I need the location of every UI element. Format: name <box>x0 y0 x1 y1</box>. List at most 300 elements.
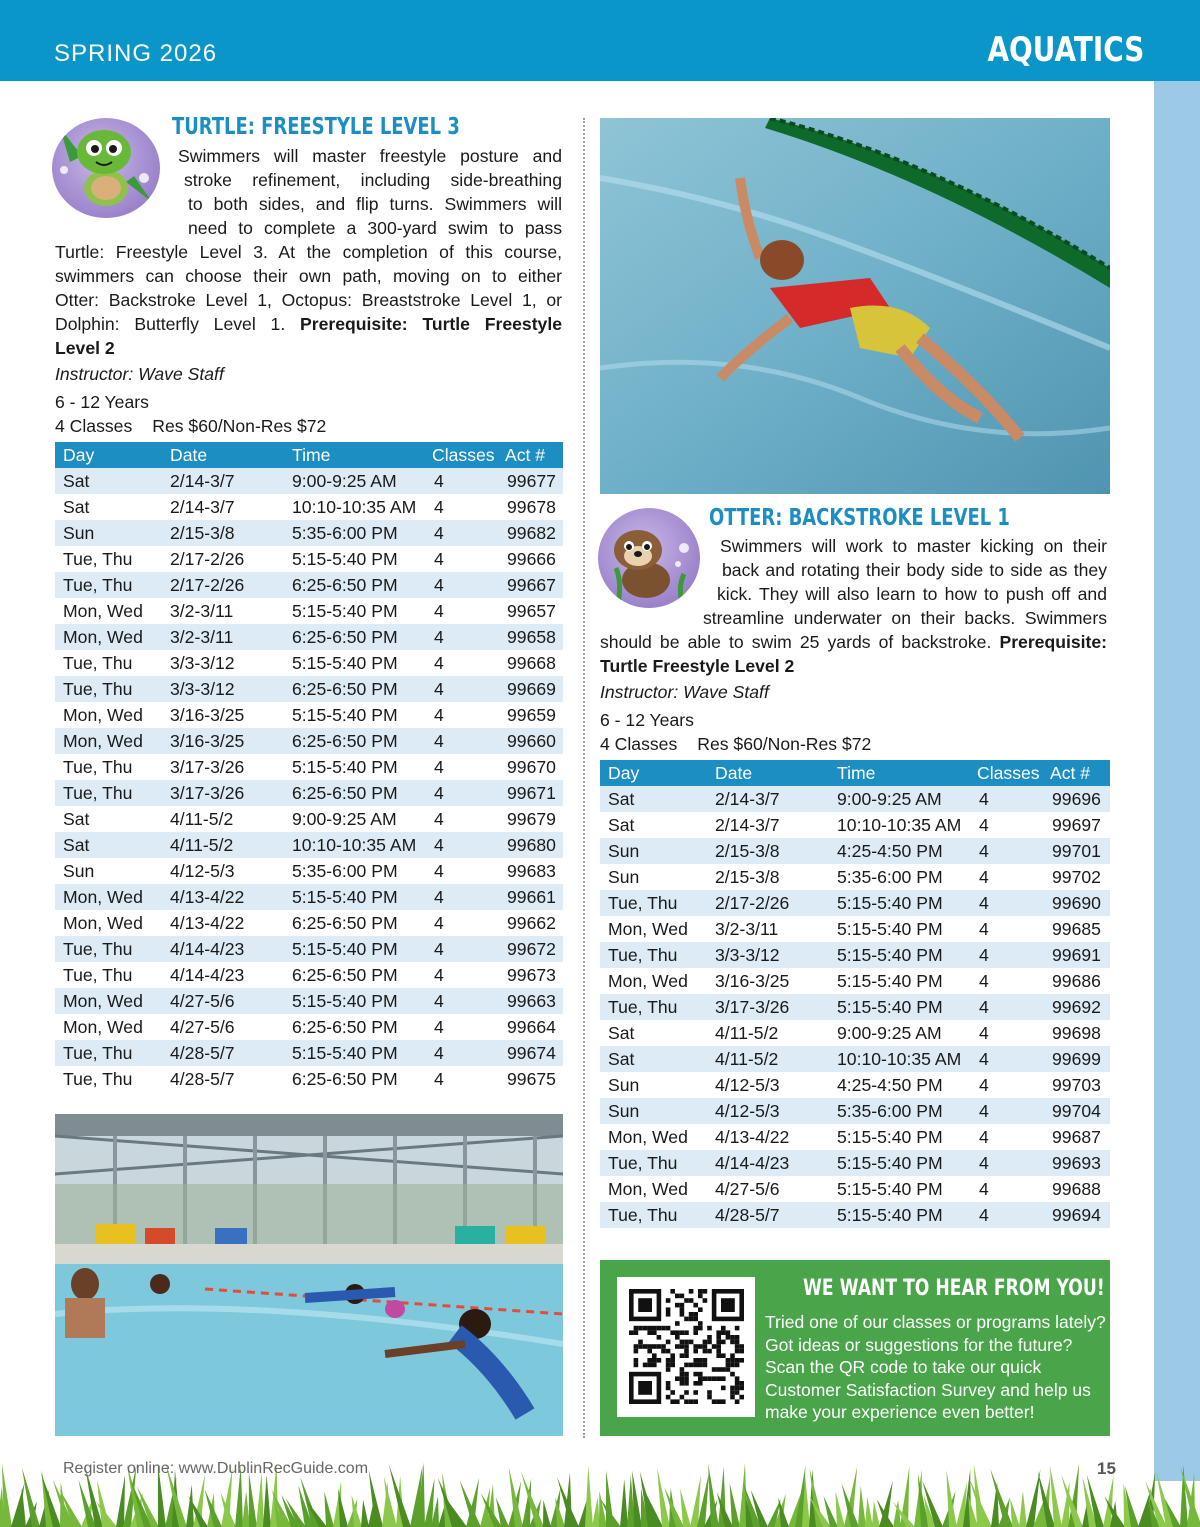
feedback-line: Scan the QR code to take our quick <box>765 1357 1042 1377</box>
table-cell: Mon, Wed <box>600 968 707 994</box>
column-header: Classes <box>969 760 1042 786</box>
table-cell: 3/17-3/26 <box>707 994 829 1020</box>
table-cell: 99671 <box>497 780 563 806</box>
desc-line: streamline underwater on their backs. Swimmers <box>703 608 1107 628</box>
table-cell: Tue, Thu <box>55 1066 162 1092</box>
table-cell: Mon, Wed <box>55 910 162 936</box>
backstroke-photo <box>600 118 1110 494</box>
otter-schedule-table <box>600 760 1110 1228</box>
table-cell: 99687 <box>1042 1124 1110 1150</box>
table-cell: 4/14-4/23 <box>162 962 284 988</box>
table-cell: 4/13-4/22 <box>162 884 284 910</box>
table-cell: Sat <box>600 1020 707 1046</box>
table-cell: 4 <box>969 864 1042 890</box>
table-cell: Tue, Thu <box>55 572 162 598</box>
table-cell: 2/15-3/8 <box>162 520 284 546</box>
table-cell: 99688 <box>1042 1176 1110 1202</box>
feedback-title: WE WANT TO HEAR FROM YOU! <box>803 1276 1105 1301</box>
table-cell: Tue, Thu <box>600 1150 707 1176</box>
table-cell: 2/17-2/26 <box>707 890 829 916</box>
table-cell: 99658 <box>497 624 563 650</box>
table-cell: 4 <box>424 520 497 546</box>
table-cell: 2/15-3/8 <box>707 864 829 890</box>
table-row <box>55 728 563 754</box>
table-cell: 99666 <box>497 546 563 572</box>
table-row <box>55 884 563 910</box>
table-cell: Sun <box>600 1098 707 1124</box>
table-header-row <box>600 760 1110 786</box>
table-cell: 4/13-4/22 <box>162 910 284 936</box>
table-cell: Sun <box>600 838 707 864</box>
table-cell: 5:15-5:40 PM <box>829 1202 969 1228</box>
feedback-box <box>600 1260 1110 1436</box>
table-cell: 9:00-9:25 AM <box>829 786 969 812</box>
table-cell: 4/27-5/6 <box>707 1176 829 1202</box>
column-header: Time <box>284 442 424 468</box>
otter-classes-price: 4 Classes Res $60/Non-Res $72 <box>600 734 872 754</box>
table-cell: 99701 <box>1042 838 1110 864</box>
table-cell: Sun <box>600 864 707 890</box>
table-cell: 3/17-3/26 <box>162 754 284 780</box>
table-row <box>600 1020 1110 1046</box>
table-cell: 4/28-5/7 <box>707 1202 829 1228</box>
turtle-instructor: Instructor: Wave Staff <box>55 364 224 384</box>
table-cell: 99685 <box>1042 916 1110 942</box>
table-cell: 99686 <box>1042 968 1110 994</box>
table-cell: 4/12-5/3 <box>707 1072 829 1098</box>
desc-line: Level 2 <box>55 338 115 358</box>
table-cell: 3/2-3/11 <box>162 624 284 650</box>
table-row <box>600 968 1110 994</box>
table-row <box>55 1066 563 1092</box>
table-cell: 4 <box>424 546 497 572</box>
table-row <box>55 1040 563 1066</box>
table-row <box>55 936 563 962</box>
table-row <box>55 988 563 1014</box>
feedback-line: make your experience even better! <box>765 1402 1035 1422</box>
desc-line: to both sides, and flip turns. Swimmers will <box>188 194 562 214</box>
table-cell: 3/16-3/25 <box>707 968 829 994</box>
table-cell: 9:00-9:25 AM <box>829 1020 969 1046</box>
table-cell: 3/16-3/25 <box>162 728 284 754</box>
table-row <box>600 864 1110 890</box>
table-row <box>600 890 1110 916</box>
table-cell: 99661 <box>497 884 563 910</box>
table-cell: 6:25-6:50 PM <box>284 910 424 936</box>
prerequisite: Prerequisite: Turtle Freestyle <box>300 314 563 334</box>
table-cell: 10:10-10:35 AM <box>829 1046 969 1072</box>
table-cell: 99696 <box>1042 786 1110 812</box>
table-row <box>55 494 563 520</box>
table-cell: Mon, Wed <box>55 884 162 910</box>
column-header: Day <box>600 760 707 786</box>
table-cell: Tue, Thu <box>55 676 162 702</box>
table-cell: Sun <box>55 858 162 884</box>
table-cell: 2/17-2/26 <box>162 546 284 572</box>
column-divider <box>583 118 585 1438</box>
table-cell: 4 <box>424 754 497 780</box>
feedback-line: Tried one of our classes or programs lately? <box>765 1312 1106 1332</box>
table-row <box>55 858 563 884</box>
table-cell: 9:00-9:25 AM <box>284 806 424 832</box>
table-cell: 5:15-5:40 PM <box>284 650 424 676</box>
table-cell: 2/14-3/7 <box>162 468 284 494</box>
table-cell: 4 <box>969 812 1042 838</box>
table-cell: 5:35-6:00 PM <box>284 520 424 546</box>
qr-code-icon[interactable] <box>617 1277 755 1417</box>
otter-ages: 6 - 12 Years <box>600 710 694 730</box>
column-header: Date <box>707 760 829 786</box>
table-cell: Mon, Wed <box>55 988 162 1014</box>
table-cell: 4/12-5/3 <box>707 1098 829 1124</box>
table-cell: Sun <box>55 520 162 546</box>
turtle-description <box>55 144 562 360</box>
table-cell: 4/12-5/3 <box>162 858 284 884</box>
table-cell: 5:15-5:40 PM <box>829 916 969 942</box>
table-row <box>600 1150 1110 1176</box>
desc-line: need to complete a 300-yard swim to pass <box>188 218 562 238</box>
table-cell: 4 <box>969 942 1042 968</box>
table-cell: 4 <box>424 962 497 988</box>
table-cell: 99693 <box>1042 1150 1110 1176</box>
table-cell: 99692 <box>1042 994 1110 1020</box>
table-cell: 4 <box>969 968 1042 994</box>
table-cell: 10:10-10:35 AM <box>829 812 969 838</box>
table-cell: 5:15-5:40 PM <box>829 1150 969 1176</box>
desc-line: stroke refinement, including side-breathing <box>184 170 562 190</box>
table-row <box>600 1072 1110 1098</box>
table-cell: Mon, Wed <box>600 1176 707 1202</box>
section-title: AQUATICS <box>987 30 1144 70</box>
table-cell: 99667 <box>497 572 563 598</box>
table-cell: 4:25-4:50 PM <box>829 838 969 864</box>
table-row <box>55 702 563 728</box>
column-header: Day <box>55 442 162 468</box>
table-cell: 9:00-9:25 AM <box>284 468 424 494</box>
table-row <box>55 832 563 858</box>
column-header: Classes <box>424 442 497 468</box>
column-header: Date <box>162 442 284 468</box>
table-row <box>55 1014 563 1040</box>
table-cell: 99691 <box>1042 942 1110 968</box>
page-header <box>0 0 1200 81</box>
table-row <box>600 1202 1110 1228</box>
desc-line: Turtle: Freestyle Level 3. At the completion of this course, <box>55 242 562 262</box>
table-cell: Mon, Wed <box>55 624 162 650</box>
turtle-ages: 6 - 12 Years <box>55 392 149 412</box>
table-cell: 99670 <box>497 754 563 780</box>
table-cell: 4 <box>424 650 497 676</box>
table-row <box>55 806 563 832</box>
table-cell: 4 <box>969 994 1042 1020</box>
table-cell: 4 <box>969 1202 1042 1228</box>
table-row <box>55 650 563 676</box>
turtle-classes-price: 4 Classes Res $60/Non-Res $72 <box>55 416 327 436</box>
table-cell: 5:15-5:40 PM <box>284 598 424 624</box>
table-cell: Tue, Thu <box>55 780 162 806</box>
table-cell: 4 <box>969 786 1042 812</box>
table-cell: 4 <box>969 1098 1042 1124</box>
table-cell: 99674 <box>497 1040 563 1066</box>
table-cell: Tue, Thu <box>55 650 162 676</box>
table-header-row <box>55 442 563 468</box>
table-cell: 4/11-5/2 <box>162 832 284 858</box>
table-cell: 4 <box>969 1046 1042 1072</box>
table-cell: Mon, Wed <box>55 1014 162 1040</box>
table-cell: 5:15-5:40 PM <box>829 994 969 1020</box>
table-row <box>55 780 563 806</box>
column-header: Time <box>829 760 969 786</box>
table-cell: 5:15-5:40 PM <box>829 942 969 968</box>
table-cell: 99672 <box>497 936 563 962</box>
table-cell: 99678 <box>497 494 563 520</box>
table-cell: 10:10-10:35 AM <box>284 832 424 858</box>
table-cell: 2/14-3/7 <box>707 812 829 838</box>
table-cell: 4 <box>969 1176 1042 1202</box>
table-cell: 99699 <box>1042 1046 1110 1072</box>
table-cell: Mon, Wed <box>600 916 707 942</box>
table-cell: 4/27-5/6 <box>162 988 284 1014</box>
table-cell: 4 <box>969 916 1042 942</box>
table-cell: 4 <box>424 468 497 494</box>
table-cell: 4 <box>424 728 497 754</box>
table-row <box>55 572 563 598</box>
table-cell: 99659 <box>497 702 563 728</box>
table-cell: Tue, Thu <box>55 962 162 988</box>
table-cell: 99677 <box>497 468 563 494</box>
table-cell: 4 <box>424 806 497 832</box>
table-cell: 5:15-5:40 PM <box>284 702 424 728</box>
table-cell: 99690 <box>1042 890 1110 916</box>
table-cell: Sun <box>600 1072 707 1098</box>
table-cell: 4/14-4/23 <box>162 936 284 962</box>
desc-line: Swimmers will master freestyle posture and <box>178 146 562 166</box>
table-cell: 4 <box>424 676 497 702</box>
table-row <box>55 546 563 572</box>
table-cell: 99679 <box>497 806 563 832</box>
table-cell: 4 <box>969 1072 1042 1098</box>
table-cell: 2/14-3/7 <box>162 494 284 520</box>
table-cell: 3/2-3/11 <box>162 598 284 624</box>
table-cell: 99660 <box>497 728 563 754</box>
table-cell: 6:25-6:50 PM <box>284 962 424 988</box>
table-cell: 5:15-5:40 PM <box>829 968 969 994</box>
table-cell: 4 <box>424 572 497 598</box>
table-cell: 99702 <box>1042 864 1110 890</box>
otter-instructor: Instructor: Wave Staff <box>600 682 769 702</box>
table-cell: 3/3-3/12 <box>162 650 284 676</box>
table-cell: 5:15-5:40 PM <box>829 1124 969 1150</box>
table-cell: 4 <box>969 1124 1042 1150</box>
table-cell: 4 <box>424 884 497 910</box>
table-cell: 2/15-3/8 <box>707 838 829 864</box>
table-row <box>55 676 563 702</box>
table-cell: 6:25-6:50 PM <box>284 676 424 702</box>
table-cell: 6:25-6:50 PM <box>284 1066 424 1092</box>
table-row <box>55 598 563 624</box>
table-cell: 99683 <box>497 858 563 884</box>
table-cell: Sat <box>600 1046 707 1072</box>
table-cell: 5:15-5:40 PM <box>284 988 424 1014</box>
table-cell: 4 <box>424 1014 497 1040</box>
table-cell: 3/17-3/26 <box>162 780 284 806</box>
table-cell: 2/14-3/7 <box>707 786 829 812</box>
table-cell: 4:25-4:50 PM <box>829 1072 969 1098</box>
table-cell: Sat <box>55 494 162 520</box>
table-cell: 3/3-3/12 <box>162 676 284 702</box>
table-cell: 4 <box>969 890 1042 916</box>
table-cell: 4 <box>424 988 497 1014</box>
table-cell: 99680 <box>497 832 563 858</box>
table-row <box>600 1124 1110 1150</box>
table-cell: 99669 <box>497 676 563 702</box>
column-header: Act # <box>497 442 563 468</box>
table-row <box>600 1176 1110 1202</box>
table-row <box>600 994 1110 1020</box>
table-cell: 5:15-5:40 PM <box>284 936 424 962</box>
table-cell: Tue, Thu <box>55 546 162 572</box>
table-cell: 5:15-5:40 PM <box>829 890 969 916</box>
desc-line: swimmers can choose their own path, moving on to either <box>55 266 562 286</box>
table-cell: 4 <box>424 494 497 520</box>
desc-line: Swimmers will work to master kicking on their <box>720 536 1107 556</box>
table-cell: Mon, Wed <box>55 598 162 624</box>
prerequisite: Prerequisite: <box>999 632 1108 652</box>
desc-line: Turtle Freestyle Level 2 <box>600 656 795 676</box>
table-row <box>600 1098 1110 1124</box>
table-cell: 4 <box>969 1020 1042 1046</box>
table-cell: Tue, Thu <box>55 936 162 962</box>
column-header: Act # <box>1042 760 1110 786</box>
indoor-pool-photo <box>55 1114 563 1436</box>
table-row <box>600 942 1110 968</box>
table-cell: 6:25-6:50 PM <box>284 780 424 806</box>
page-number: 15 <box>1097 1459 1116 1478</box>
desc-line: should be able to swim 25 yards of backstroke. Prerequisite: <box>600 632 1108 652</box>
table-cell: Tue, Thu <box>600 890 707 916</box>
otter-course-title: OTTER: BACKSTROKE LEVEL 1 <box>709 505 1010 531</box>
table-cell: Sat <box>55 806 162 832</box>
season-label: SPRING 2026 <box>54 40 218 67</box>
table-cell: 4 <box>424 858 497 884</box>
feedback-line: Got ideas or suggestions for the future? <box>765 1334 1073 1355</box>
table-row <box>600 786 1110 812</box>
table-cell: 4 <box>424 702 497 728</box>
table-cell: Tue, Thu <box>600 1202 707 1228</box>
table-cell: 4/13-4/22 <box>707 1124 829 1150</box>
table-cell: 4/28-5/7 <box>162 1040 284 1066</box>
table-cell: 4 <box>424 780 497 806</box>
table-cell: 4 <box>969 838 1042 864</box>
table-cell: 99663 <box>497 988 563 1014</box>
table-cell: Sat <box>600 812 707 838</box>
table-cell: 6:25-6:50 PM <box>284 624 424 650</box>
table-cell: 4/14-4/23 <box>707 1150 829 1176</box>
table-cell: 6:25-6:50 PM <box>284 572 424 598</box>
feedback-text <box>765 1311 1105 1424</box>
table-cell: 99694 <box>1042 1202 1110 1228</box>
table-cell: 5:35-6:00 PM <box>829 1098 969 1124</box>
table-cell: 99657 <box>497 598 563 624</box>
table-row <box>600 812 1110 838</box>
table-cell: 6:25-6:50 PM <box>284 728 424 754</box>
table-cell: 4/11-5/2 <box>707 1046 829 1072</box>
table-cell: 3/3-3/12 <box>707 942 829 968</box>
table-row <box>55 910 563 936</box>
table-row <box>55 754 563 780</box>
table-cell: 4 <box>424 624 497 650</box>
table-cell: 2/17-2/26 <box>162 572 284 598</box>
desc-line: kick. They will also learn to how to push off and <box>717 584 1107 604</box>
table-row <box>600 838 1110 864</box>
otter-description <box>600 534 1107 678</box>
table-cell: 5:35-6:00 PM <box>829 864 969 890</box>
table-cell: 10:10-10:35 AM <box>284 494 424 520</box>
table-cell: Tue, Thu <box>600 942 707 968</box>
table-cell: 4 <box>424 598 497 624</box>
table-cell: 4 <box>424 1066 497 1092</box>
table-cell: 5:35-6:00 PM <box>284 858 424 884</box>
table-cell: 4 <box>424 910 497 936</box>
table-cell: 99698 <box>1042 1020 1110 1046</box>
table-cell: Tue, Thu <box>600 994 707 1020</box>
turtle-schedule-table <box>55 442 563 1092</box>
table-cell: 5:15-5:40 PM <box>284 1040 424 1066</box>
table-cell: 5:15-5:40 PM <box>284 884 424 910</box>
table-cell: 99662 <box>497 910 563 936</box>
table-cell: 4 <box>424 936 497 962</box>
table-cell: 6:25-6:50 PM <box>284 1014 424 1040</box>
table-cell: 99673 <box>497 962 563 988</box>
table-cell: 4 <box>424 1040 497 1066</box>
table-cell: Sat <box>55 468 162 494</box>
table-cell: Sat <box>600 786 707 812</box>
table-cell: 99668 <box>497 650 563 676</box>
table-row <box>55 520 563 546</box>
table-cell: 4/28-5/7 <box>162 1066 284 1092</box>
table-cell: Tue, Thu <box>55 754 162 780</box>
table-row <box>600 916 1110 942</box>
table-cell: 99703 <box>1042 1072 1110 1098</box>
table-cell: Mon, Wed <box>55 702 162 728</box>
side-stripe <box>1154 81 1200 1481</box>
table-cell: 4 <box>969 1150 1042 1176</box>
table-cell: 99664 <box>497 1014 563 1040</box>
table-row <box>55 468 563 494</box>
table-cell: Sat <box>55 832 162 858</box>
table-cell: 5:15-5:40 PM <box>829 1176 969 1202</box>
table-cell: 4/11-5/2 <box>707 1020 829 1046</box>
table-cell: 5:15-5:40 PM <box>284 546 424 572</box>
table-cell: 99697 <box>1042 812 1110 838</box>
table-cell: 99675 <box>497 1066 563 1092</box>
turtle-course-title: TURTLE: FREESTYLE LEVEL 3 <box>172 114 460 140</box>
register-url-link[interactable]: Register online: www.DublinRecGuide.com <box>63 1460 369 1477</box>
table-cell: 3/2-3/11 <box>707 916 829 942</box>
table-cell: 4 <box>424 832 497 858</box>
table-cell: 99682 <box>497 520 563 546</box>
table-row <box>55 962 563 988</box>
desc-line: back and rotating their body side to side as they <box>722 560 1107 580</box>
table-cell: Mon, Wed <box>55 728 162 754</box>
table-cell: 4/11-5/2 <box>162 806 284 832</box>
table-row <box>55 624 563 650</box>
table-cell: 99704 <box>1042 1098 1110 1124</box>
table-cell: 4/27-5/6 <box>162 1014 284 1040</box>
table-cell: Mon, Wed <box>600 1124 707 1150</box>
desc-line: Dolphin: Butterfly Level 1. Prerequisite: Turtle Freestyle <box>55 314 563 334</box>
desc-line: Otter: Backstroke Level 1, Octopus: Breaststroke Level 1, or <box>55 290 562 310</box>
